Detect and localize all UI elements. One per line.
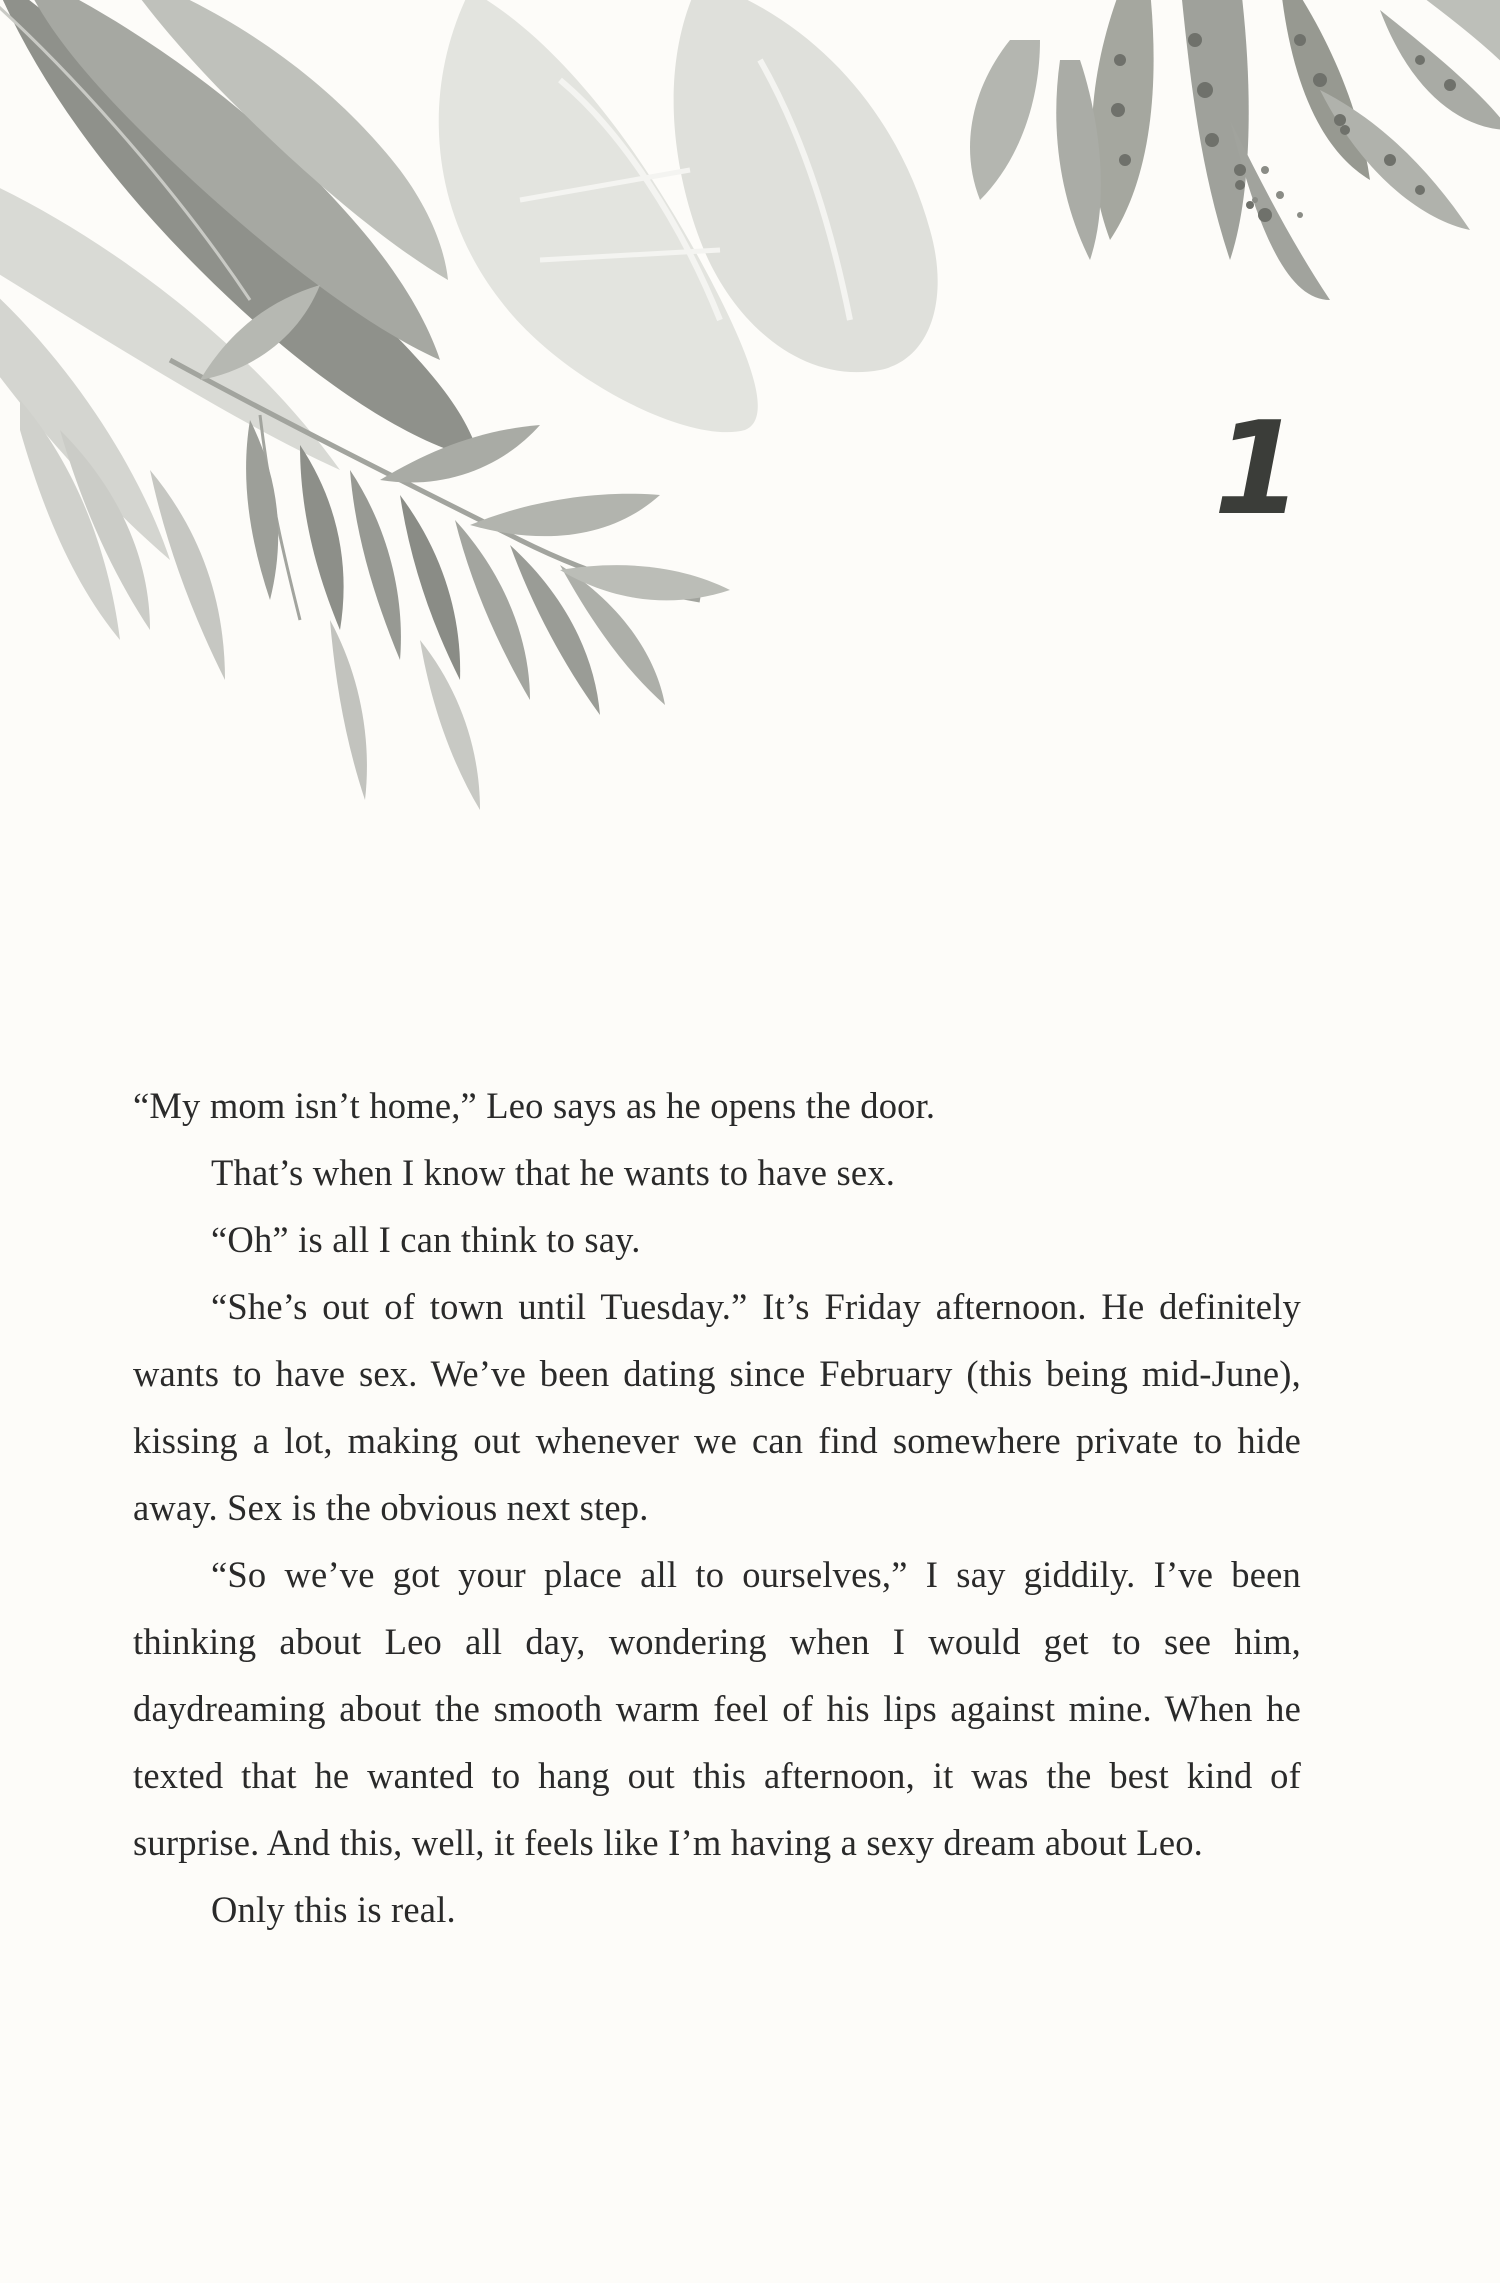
paragraph: Only this is real.	[211, 1889, 456, 1930]
spotted-flower-icon	[970, 0, 1500, 300]
paragraph: “Oh” is all I can think to say.	[211, 1219, 641, 1260]
paragraph: “So we’ve got your place all to ourselves,” I say giddily. I’ve been thinking about Leo all day, wondering when I would get to see him, daydreaming about the smooth warm feel of his lips against mine. When he texted that he wanted to hang out this afternoon, it was the best kind of surprise. And this, well, it feels like I’m having a sexy dream about Leo.	[133, 1554, 1301, 1863]
paragraph: That’s when I know that he wants to have sex.	[211, 1152, 896, 1193]
paragraph: “She’s out of town until Tuesday.” It’s Friday afternoon. He definitely wants to have sex. We’ve been dating since February (this being mid-June), kissing a lot, making out whenever we can find somewhere private to hide away. Sex is the obvious next step.	[133, 1286, 1301, 1528]
chapter-number	[1213, 395, 1303, 544]
paragraph: “My mom isn’t home,” Leo says as he opens the door.	[133, 1085, 936, 1126]
chapter-number-text: 1	[1213, 395, 1303, 544]
chapter-body-text	[133, 1072, 1301, 1943]
monstera-leaf-icon	[439, 0, 938, 432]
